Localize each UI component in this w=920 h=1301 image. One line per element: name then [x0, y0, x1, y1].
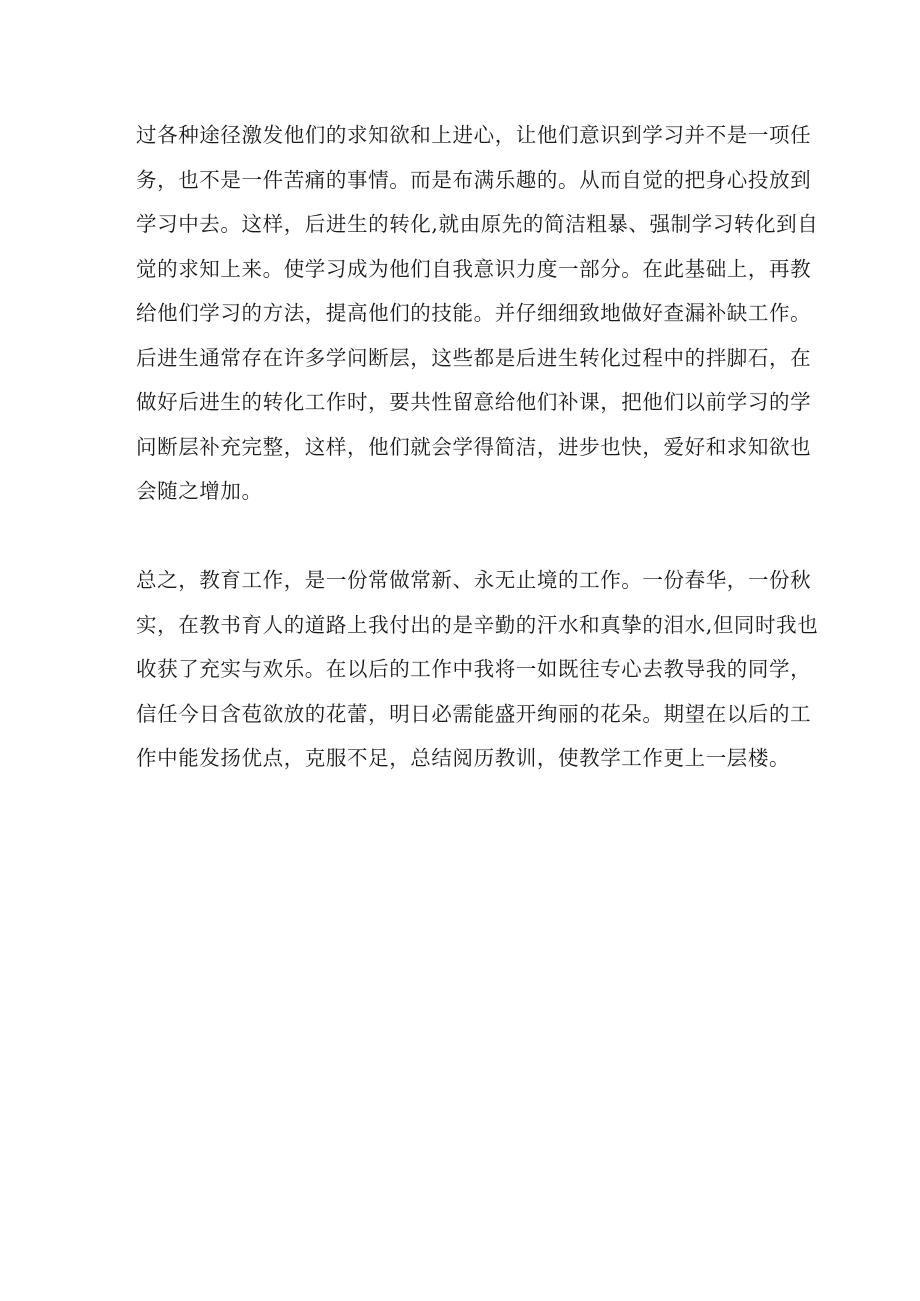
paragraph-line: 务，也不是一件苦痛的事情。而是布满乐趣的。从而自觉的把身心投放到	[136, 167, 812, 192]
paragraph-2	[136, 558, 819, 781]
paragraph-line: 收获了充实与欢乐。在以后的工作中我将一如既往专心去教导我的同学，	[136, 657, 812, 681]
paragraph-line: 会随之增加。	[136, 479, 263, 503]
paragraph-line: 问断层补充完整，这样，他们就会学得简洁，进步也快，爱好和求知欲也	[136, 434, 812, 459]
paragraph-spacer	[136, 514, 796, 559]
paragraph-line: 给他们学习的方法，提高他们的技能。并仔细细致地做好查漏补缺工作。	[136, 301, 812, 325]
document-body	[136, 113, 819, 781]
paragraph-line: 做好后进生的转化工作时，要共性留意给他们补课，把他们以前学习的学	[136, 390, 812, 414]
paragraph-line: 信任今日含苞欲放的花蕾，明日必需能盛开绚丽的花朵。期望在以后的工	[136, 701, 812, 726]
paragraph-line: 后进生通常存在许多学问断层，这些都是后进生转化过程中的拌脚石，在	[136, 345, 812, 370]
paragraph-line: 学习中去。这样，后进生的转化,就由原先的简洁粗暴、强制学习转化到自	[136, 212, 819, 236]
paragraph-line: 作中能发扬优点，克服不足，总结阅历教训，使教学工作更上一层楼。	[136, 746, 791, 770]
paragraph-line: 过各种途径激发他们的求知欲和上进心，让他们意识到学习并不是一项任	[136, 123, 812, 147]
paragraph-line: 觉的求知上来。使学习成为他们自我意识力度一部分。在此基础上，再教	[136, 256, 812, 281]
paragraph-line: 总之，教育工作，是一份常做常新、永无止境的工作。一份春华，一份秋	[136, 568, 812, 592]
paragraph-1	[136, 113, 819, 514]
paragraph-line: 实，在教书育人的道路上我付出的是辛勤的汗水和真挚的泪水,但同时我也	[136, 612, 819, 637]
